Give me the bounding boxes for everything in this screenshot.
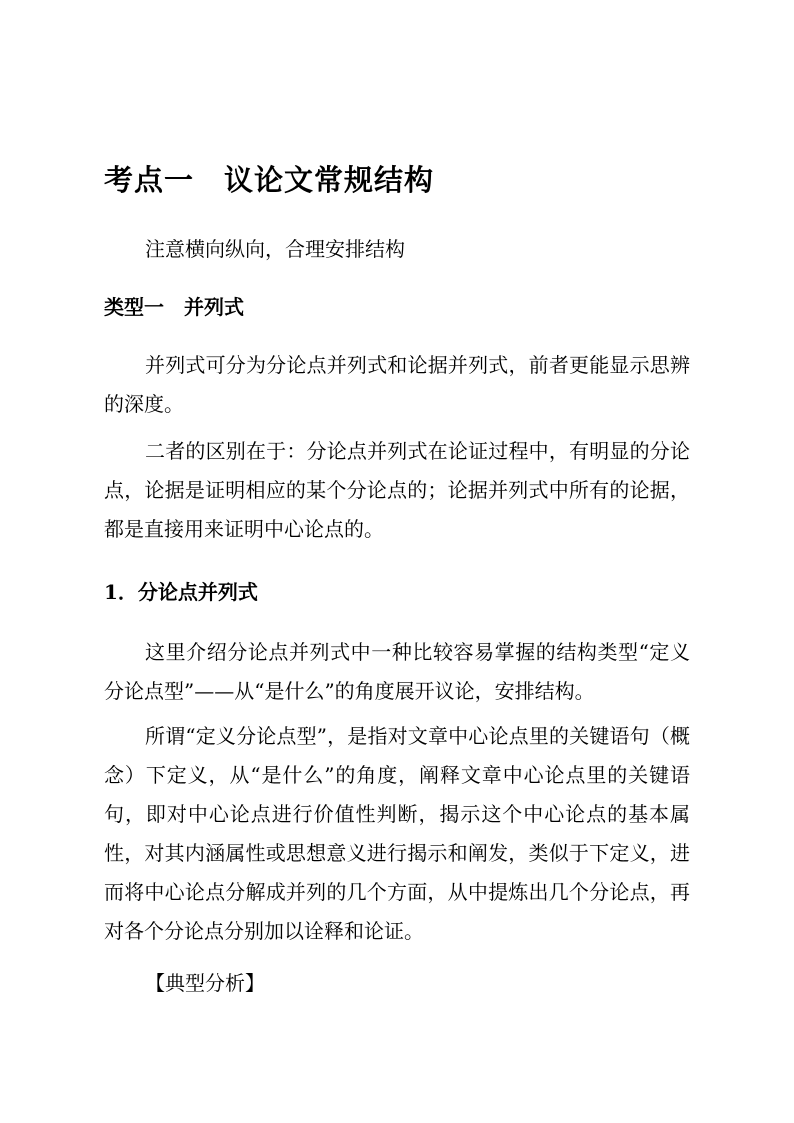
paragraph-definition-explained: 所谓“定义分论点型”，是指对文章中心论点里的关键语句（概念）下定义，从“是什么”的角度，阐释文章中心论点里的关键语句，即对中心论点进行价值性判断，揭示这个中心论点的基本属性，对其内涵属性或思想意义进行揭示和阐发，类似于下定义，进而将中心论点分解成并列的几个方面，从中提炼出几个分论点，再对各个分论点分别加以诠释和论证。 <box>104 724 690 943</box>
section-title: 类型一 并列式 <box>104 295 244 319</box>
paragraph-difference: 二者的区别在于：分论点并列式在论证过程中，有明显的分论点，论据是证明相应的某个分论点的；论据并列式中所有的论据，都是直接用来证明中心论点的。 <box>104 439 690 541</box>
subtitle: 注意横向纵向，合理安排结构 <box>145 237 405 261</box>
analysis-label: 【典型分析】 <box>145 971 265 995</box>
subsection-title: 1．分论点并列式 <box>104 580 258 604</box>
paragraph-intro: 并列式可分为分论点并列式和论据并列式，前者更能显示思辨的深度。 <box>104 353 690 416</box>
page-title: 考点一 议论文常规结构 <box>104 163 435 197</box>
paragraph-definition-type: 这里介绍分论点并列式中一种比较容易掌握的结构类型“定义分论点型”——从“是什么”的角度展开议论，安排结构。 <box>104 640 690 703</box>
